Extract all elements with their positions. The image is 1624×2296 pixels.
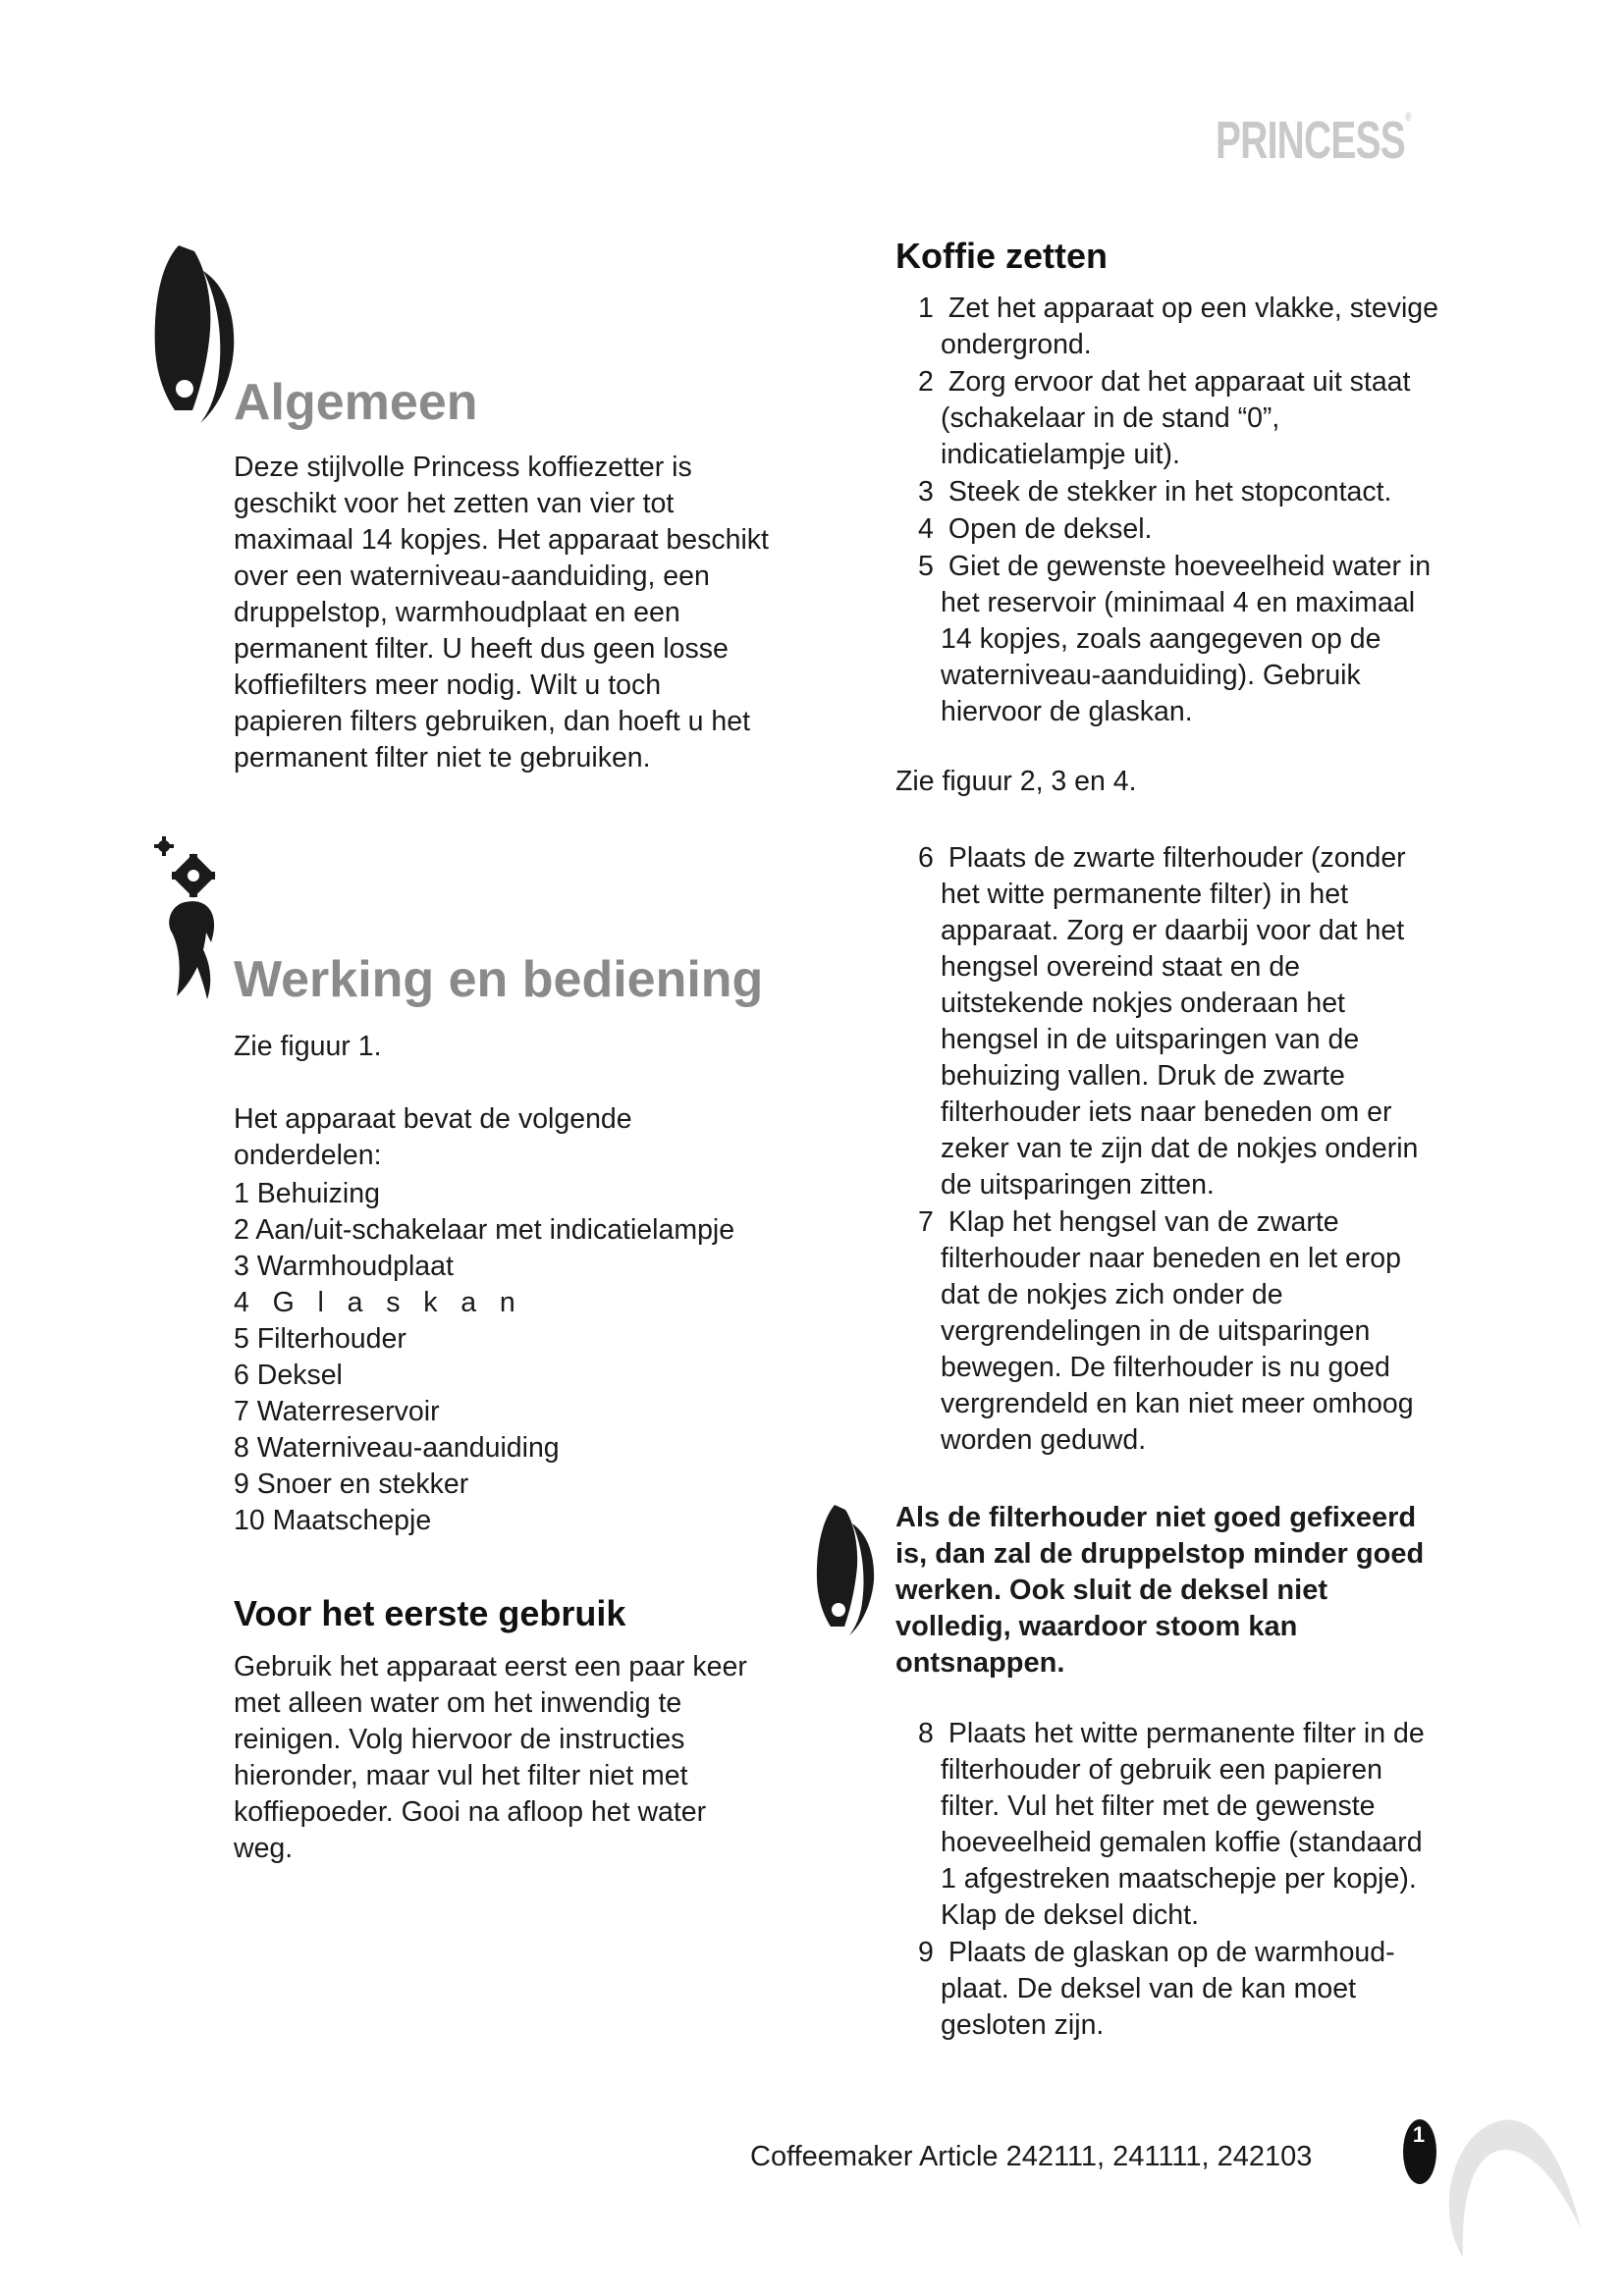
step-line: gesloten zijn. [941,2009,1105,2041]
list-item: 1 Behuizing [234,1178,380,1209]
warning-line: werken. Ook sluit de deksel niet [895,1575,1327,1606]
step-number: 7 [918,1206,934,1238]
step-line: de uitsparingen zitten. [941,1169,1215,1201]
paragraph-line: koffiefilters meer nodig. Wilt u toch [234,669,662,701]
paragraph-line: Het apparaat bevat de volgende [234,1103,632,1135]
steps-list-c [895,1716,1504,2045]
step-line: filterhouder iets naar beneden om er [941,1096,1392,1128]
warning-line: Als de filterhouder niet goed gefixeerd [895,1502,1417,1533]
step-number: 4 [918,513,934,545]
steps-list-a [895,291,1504,731]
step-line: hoeveelheid gemalen koffie (standaard [941,1827,1423,1858]
step-item [895,1935,1504,2044]
paragraph-line: Gebruik het apparaat eerst een paar keer [234,1651,747,1682]
step-number: 2 [918,366,934,398]
werking-see-figure: Zie figuur 1. [234,1031,382,1062]
section-title-algemeen: Algemeen [234,374,478,431]
list-item: 6 Deksel [234,1360,343,1391]
step-line: worden geduwd. [941,1424,1147,1456]
paragraph-line: geschikt voor het zetten van vier tot [234,488,675,519]
paragraph-line: koffiepoeder. Gooi na afloop het water [234,1796,707,1828]
step-line: filterhouder of gebruik een papieren [941,1754,1382,1786]
step-line: het reservoir (minimaal 4 en maximaal [941,587,1416,618]
step-line: waterniveau-aanduiding). Gebruik [941,660,1361,691]
step-line: Zorg ervoor dat het apparaat uit staat [947,366,1411,398]
list-item: 4 G l a s k a n [234,1287,515,1318]
step-line: uitstekende nokjes onderaan het [941,988,1345,1019]
step-line: Plaats het witte permanente filter in de [947,1718,1425,1749]
step-line: indicatielampje uit). [941,439,1180,470]
step-line: bewegen. De filterhouder is nu goed [941,1352,1390,1383]
step-number: 1 [918,293,934,324]
step-item [895,549,1504,730]
warning-exclamation-icon [149,241,238,428]
paragraph-line: onderdelen: [234,1140,382,1171]
section-title-eerste-gebruik: Voor het eerste gebruik [234,1593,626,1633]
list-item: 7 Waterreservoir [234,1396,440,1427]
step-line: Zet het apparaat op een vlakke, stevige [947,293,1438,324]
warning-exclamation-icon [813,1502,876,1639]
list-item: 10 Maatschepje [234,1505,432,1536]
step-line: filterhouder naar beneden en let erop [941,1243,1402,1274]
section-title-werking: Werking en bediening [234,951,764,1008]
list-item: 5 Filterhouder [234,1323,406,1355]
paragraph-line: maximaal 14 kopjes. Het apparaat beschikt [234,524,769,556]
warning-line: volledig, waardoor stoom kan [895,1611,1298,1642]
step-item [895,1716,1504,1934]
step-line: hiervoor de glaskan. [941,696,1193,727]
step-line: hengsel in de uitsparingen van de [941,1024,1360,1055]
step-line: Plaats de glaskan op de warmhoud- [947,1937,1395,1968]
algemeen-paragraph [234,450,823,776]
step-item [895,364,1504,473]
logo-text: PRINCESS [1216,111,1406,170]
step-line: filter. Vul het filter met de gewenste [941,1790,1376,1822]
step-line: apparaat. Zorg er daarbij voor dat het [941,915,1405,946]
step-line: Open de deksel. [947,513,1153,545]
paragraph-line: hieronder, maar vul het filter niet met [234,1760,688,1791]
page-number: 1 [1412,2122,1426,2147]
step-line: vergrendelingen in de uitsparingen [941,1315,1371,1347]
step-line: zeker van te zijn dat de nokjes onderin [941,1133,1419,1164]
step-line: Klap het hengsel van de zwarte [947,1206,1339,1238]
steps-list-b [895,840,1504,1460]
step-line: het witte permanente filter) in het [941,879,1349,910]
step-line: Plaats de zwarte filterhouder (zonder [947,842,1406,874]
warning-line: is, dan zal de druppelstop minder goed [895,1538,1425,1570]
paragraph-line: permanent filter niet te gebruiken. [234,742,651,774]
paragraph-line: weg. [234,1833,294,1864]
step-number: 9 [918,1937,934,1968]
step-item [895,1204,1504,1459]
list-item: 9 Snoer en stekker [234,1468,469,1500]
step-line: hengsel overeind staat en de [941,951,1301,983]
step-number: 5 [918,551,934,582]
paragraph-line: permanent filter. U heeft dus geen losse [234,633,729,665]
paragraph-line: papieren filters gebruiken, dan hoeft u het [234,706,751,737]
step-line: Steek de stekker in het stopcontact. [947,476,1392,507]
eerste-gebruik-paragraph [234,1649,823,1867]
step-line: vergrendeld en kan niet meer omhoog [941,1388,1414,1419]
list-item: 2 Aan/uit-schakelaar met indicatielampje [234,1214,735,1246]
paragraph-line: Deze stijlvolle Princess koffiezetter is [234,452,692,483]
paragraph-line: met alleen water om het inwendig te [234,1687,682,1719]
step-line: dat de nokjes zich onder de [941,1279,1283,1310]
step-item [895,291,1504,363]
list-item: 3 Warmhoudplaat [234,1251,454,1282]
step-item [895,511,1504,548]
step-line: 1 afgestreken maatschepje per kopje). [941,1863,1417,1895]
step-line: behuizing vallen. Druk de zwarte [941,1060,1345,1092]
paragraph-line: reinigen. Volg hiervoor de instructies [234,1724,685,1755]
werking-intro [234,1101,823,1174]
step-line: (schakelaar in de stand “0”, [941,402,1280,434]
parts-list [234,1176,842,1539]
list-item: 8 Waterniveau-aanduiding [234,1432,560,1464]
step-item [895,840,1504,1203]
step-line: Klap de deksel dicht. [941,1899,1199,1931]
step-number: 3 [918,476,934,507]
step-item [895,474,1504,510]
paragraph-line: druppelstop, warmhoudplaat en een [234,597,680,628]
see-figures-2-3-4: Zie figuur 2, 3 en 4. [895,766,1137,797]
step-line: 14 kopjes, zoals aangegeven op de [941,623,1381,655]
footer-article-text: Coffeemaker Article 242111, 241111, 242103 [750,2141,1313,2172]
section-title-koffie-zetten: Koffie zetten [895,236,1108,276]
gear-person-icon [152,834,231,1001]
warning-filterhouder [895,1500,1465,1682]
warning-line: ontsnappen. [895,1647,1065,1679]
princess-logo [1216,110,1411,171]
step-number: 8 [918,1718,934,1749]
step-line: ondergrond. [941,329,1092,360]
step-line: Giet de gewenste hoeveelheid water in [947,551,1432,582]
registered-mark: ® [1405,110,1411,124]
step-line: plaat. De deksel van de kan moet [941,1973,1357,2004]
step-number: 6 [918,842,934,874]
paragraph-line: over een waterniveau-aanduiding, een [234,561,710,592]
